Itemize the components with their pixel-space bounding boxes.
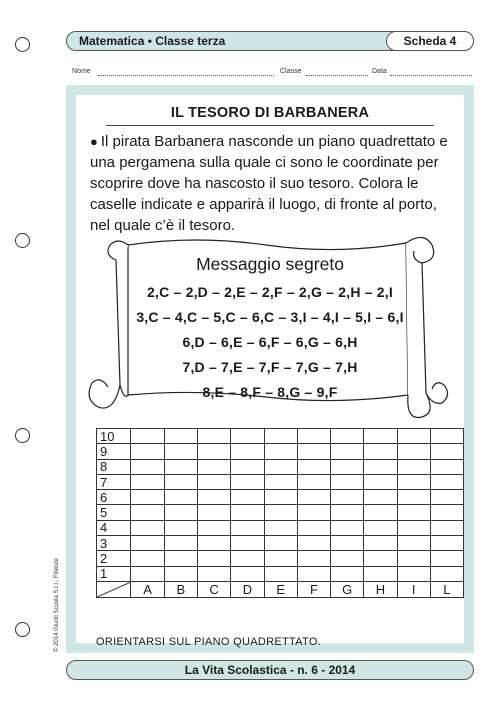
grid-cell[interactable] [231,474,264,489]
grid-cell[interactable] [264,505,297,520]
grid-cell[interactable] [430,474,463,489]
grid-cell[interactable] [164,429,197,444]
grid-cell[interactable] [364,505,397,520]
coordinates-line-4: 7,D – 7,E – 7,F – 7,G – 7,H [182,359,358,375]
footer-bar: La Vita Scolastica - n. 6 - 2014 [66,660,474,680]
grid-cell[interactable] [164,536,197,551]
grid-cell[interactable] [331,505,364,520]
binder-hole-4 [15,622,30,637]
grid-row [97,444,464,459]
copyright-text: © 2014 Giunti Scuola S.r.l., Firenze [54,558,60,652]
grid-column-label: A [131,581,164,597]
grid-row-label: 7 [97,474,131,489]
grid-row [97,429,464,444]
grid-cell[interactable] [297,490,330,505]
grid-cell[interactable] [397,474,430,489]
grid-cell[interactable] [297,520,330,535]
subject-label: Matematica • Classe terza [79,34,226,48]
grid-row [97,566,464,581]
grid-cell[interactable] [131,429,164,444]
grid-cell[interactable] [430,536,463,551]
class-label: Classe [280,68,302,75]
grid-cell[interactable] [397,551,430,566]
grid-cell[interactable] [331,459,364,474]
grid-cell[interactable] [231,444,264,459]
grid-cell[interactable] [331,520,364,535]
binder-hole-2 [15,233,30,248]
grid-cell[interactable] [264,459,297,474]
grid-cell[interactable] [430,520,463,535]
grid-cell[interactable] [331,490,364,505]
grid-cell[interactable] [231,459,264,474]
grid-cell[interactable] [430,429,463,444]
grid-cell[interactable] [297,474,330,489]
grid-column-label: E [264,581,297,597]
grid-cell[interactable] [331,474,364,489]
intro-paragraph: Il pirata Barbanera nasconde un piano quadrettato e una pergamena sulla quale ci sono le coordinate per scoprire dove ha nascosto il suo tesoro. Colora le caselle indicate e apparirà il luogo, di fronte al porto, nel quale c’è il tesoro. [90,133,448,234]
grid-cell[interactable] [264,490,297,505]
grid-cell[interactable] [264,520,297,535]
grid-cell[interactable] [164,520,197,535]
grid-cell[interactable] [397,536,430,551]
grid-cell[interactable] [197,505,230,520]
header-bar [66,31,474,51]
grid-cell[interactable] [131,505,164,520]
grid-cell[interactable] [197,429,230,444]
date-field[interactable] [390,75,472,76]
grid-cell[interactable] [131,444,164,459]
grid-cell[interactable] [297,536,330,551]
date-label: Data [372,68,387,75]
grid-row [97,490,464,505]
grid-cell[interactable] [264,444,297,459]
grid-cell[interactable] [164,566,197,581]
grid-cell[interactable] [264,474,297,489]
coordinate-grid [96,428,464,598]
grid-cell[interactable] [430,459,463,474]
name-field[interactable] [98,75,274,76]
grid-row [97,505,464,520]
grid-cell[interactable] [297,444,330,459]
grid-cell[interactable] [430,444,463,459]
grid-cell[interactable] [364,444,397,459]
grid-column-label: I [397,581,430,597]
grid-cell[interactable] [231,520,264,535]
grid-row-label: 9 [97,444,131,459]
grid-cell[interactable] [231,566,264,581]
grid-row-label: 1 [97,566,131,581]
grid-cell[interactable] [231,490,264,505]
sheet-number: Scheda 4 [386,31,474,51]
grid-cell[interactable] [297,566,330,581]
grid-column-label: F [297,581,330,597]
coordinates-line-5: 8,E – 8,F – 8,G – 9,F [202,384,338,400]
grid-cell[interactable] [331,566,364,581]
bullet-icon: ● [90,134,98,149]
grid-row [97,551,464,566]
worksheet-title: IL TESORO DI BARBANERA [170,105,370,121]
grid-cell[interactable] [397,429,430,444]
grid-cell[interactable] [364,566,397,581]
grid-row-label: 5 [97,505,131,520]
grid-cell[interactable] [131,459,164,474]
grid-cell[interactable] [131,566,164,581]
grid-row [97,520,464,535]
grid-corner-cell [97,581,131,597]
grid-row-label: 10 [97,429,131,444]
grid-cell[interactable] [364,536,397,551]
grid-cell[interactable] [197,536,230,551]
grid-cell[interactable] [164,490,197,505]
grid-cell[interactable] [364,551,397,566]
grid-column-label: G [331,581,364,597]
class-field[interactable] [306,75,368,76]
grid-cell[interactable] [364,490,397,505]
grid-cell[interactable] [397,444,430,459]
grid-column-label: B [164,581,197,597]
coordinates-line-2: 3,C – 4,C – 5,C – 6,C – 3,I – 4,I – 5,I – 6,I [136,309,404,325]
grid-row-label: 3 [97,536,131,551]
grid-cell[interactable] [397,520,430,535]
grid-cell[interactable] [297,505,330,520]
grid-cell[interactable] [430,490,463,505]
grid-cell[interactable] [164,444,197,459]
grid-cell[interactable] [164,459,197,474]
grid-cell[interactable] [197,474,230,489]
grid-cell[interactable] [131,520,164,535]
diagonal-line-icon [97,582,131,597]
grid-cell[interactable] [231,429,264,444]
grid-cell[interactable] [331,429,364,444]
grid-cell[interactable] [131,551,164,566]
grid-cell[interactable] [364,520,397,535]
grid-cell[interactable] [264,551,297,566]
grid-cell[interactable] [164,474,197,489]
grid-cell[interactable] [264,429,297,444]
grid-row [97,459,464,474]
grid-cell[interactable] [231,505,264,520]
grid-cell[interactable] [164,505,197,520]
grid-cell[interactable] [131,490,164,505]
binder-hole-3 [15,428,30,443]
grid-cell[interactable] [197,566,230,581]
grid-cell[interactable] [297,459,330,474]
grid-column-label: L [430,581,463,597]
grid-cell[interactable] [331,536,364,551]
grid-cell[interactable] [231,536,264,551]
grid-row [97,536,464,551]
grid-cell[interactable] [397,459,430,474]
grid-row-label: 8 [97,459,131,474]
grid-column-labels [97,581,464,597]
worksheet-panel [66,85,474,653]
name-label: Nome [72,68,91,75]
grid-row-label: 4 [97,520,131,535]
grid-cell[interactable] [197,551,230,566]
grid-cell[interactable] [197,490,230,505]
grid-cell[interactable] [331,444,364,459]
grid-cell[interactable] [264,566,297,581]
secret-message-title: Messaggio segreto [196,254,344,274]
instruction-text: ORIENTARSI SUL PIANO QUADRETTATO. [96,636,322,648]
grid-cell[interactable] [297,429,330,444]
grid-column-label: H [364,581,397,597]
grid-cell[interactable] [197,520,230,535]
grid-cell[interactable] [364,459,397,474]
grid-cell[interactable] [264,536,297,551]
coordinates-line-3: 6,D – 6,E – 6,F – 6,G – 6,H [182,334,358,350]
grid-cell[interactable] [197,444,230,459]
grid-cell[interactable] [231,551,264,566]
grid-row-label: 6 [97,490,131,505]
worksheet-content [76,95,464,648]
grid-cell[interactable] [430,551,463,566]
grid-cell[interactable] [397,505,430,520]
grid-cell[interactable] [197,459,230,474]
coordinates-line-1: 2,C – 2,D – 2,E – 2,F – 2,G – 2,H – 2,I [147,284,393,300]
grid-column-label: C [197,581,230,597]
binder-hole-1 [15,37,30,52]
grid-cell[interactable] [430,566,463,581]
grid-cell[interactable] [331,551,364,566]
grid-cell[interactable] [364,474,397,489]
grid-cell[interactable] [397,490,430,505]
grid-cell[interactable] [397,566,430,581]
grid-cell[interactable] [297,551,330,566]
grid-cell[interactable] [131,474,164,489]
grid-cell[interactable] [364,429,397,444]
grid-row [97,474,464,489]
grid-row-label: 2 [97,551,131,566]
grid-cell[interactable] [164,551,197,566]
grid-cell[interactable] [131,536,164,551]
grid-column-label: D [231,581,264,597]
grid-cell[interactable] [430,505,463,520]
